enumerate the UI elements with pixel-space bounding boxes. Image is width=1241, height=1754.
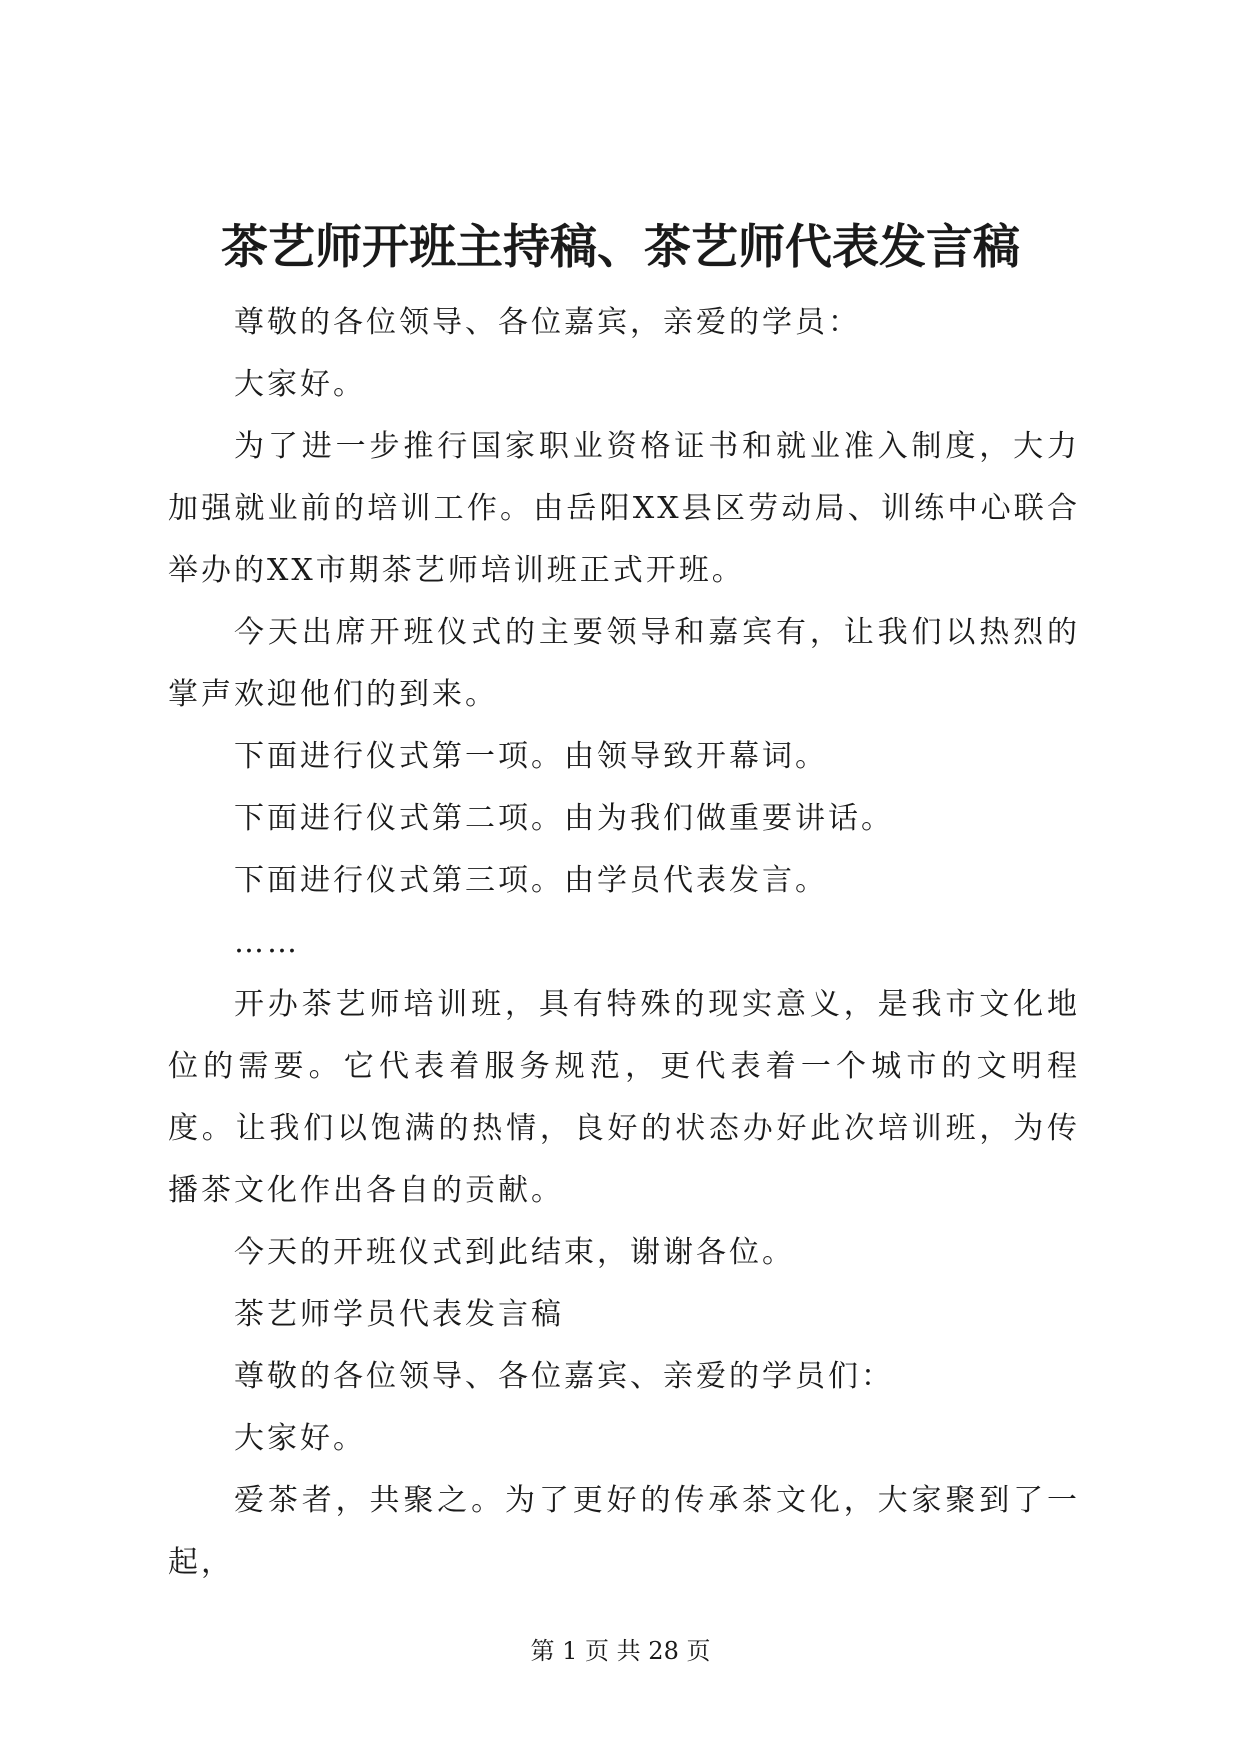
paragraph-closing: 今天的开班仪式到此结束，谢谢各位。 [234,1235,795,1270]
paragraph-salutation: 尊敬的各位领导、各位嘉宾，亲爱的学员： [234,305,861,340]
paragraph-greeting: 大家好。 [234,367,366,402]
paragraph-item-one: 下面进行仪式第一项。由领导致开幕词。 [234,739,828,774]
paragraph-item-three: 下面进行仪式第三项。由学员代表发言。 [234,863,828,898]
document-title: 茶艺师开班主持稿、茶艺师代表发言稿 [221,220,1020,275]
paragraph-subtitle: 茶艺师学员代表发言稿 [234,1297,564,1332]
document-body [168,292,1080,1594]
paragraph-tea-lovers: 爱茶者，共聚之。为了更好的传承茶文化，大家聚到了一起， [168,1483,1080,1580]
paragraph-item-two: 下面进行仪式第二项。由为我们做重要讲话。 [234,801,894,836]
paragraph-intro: 为了进一步推行国家职业资格证书和就业准入制度，大力加强就业前的培训工作。由岳阳XX县区劳动局、训练中心联合举办的XX市期茶艺师培训班正式开班。 [168,429,1080,588]
paragraph-ellipsis: …… [234,925,300,960]
paragraph-salutation-2: 尊敬的各位领导、各位嘉宾、亲爱的学员们： [234,1359,894,1394]
paragraph-guests: 今天出席开班仪式的主要领导和嘉宾有，让我们以热烈的掌声欢迎他们的到来。 [168,615,1080,712]
paragraph-significance: 开办茶艺师培训班，具有特殊的现实意义，是我市文化地位的需要。它代表着服务规范，更代表着一个城市的文明程度。让我们以饱满的热情，良好的状态办好此次培训班，为传播茶文化作出各自的贡献。 [168,987,1080,1208]
page-number-footer: 第 1 页 共 28 页 [530,1637,711,1665]
paragraph-greeting-2: 大家好。 [234,1421,366,1456]
